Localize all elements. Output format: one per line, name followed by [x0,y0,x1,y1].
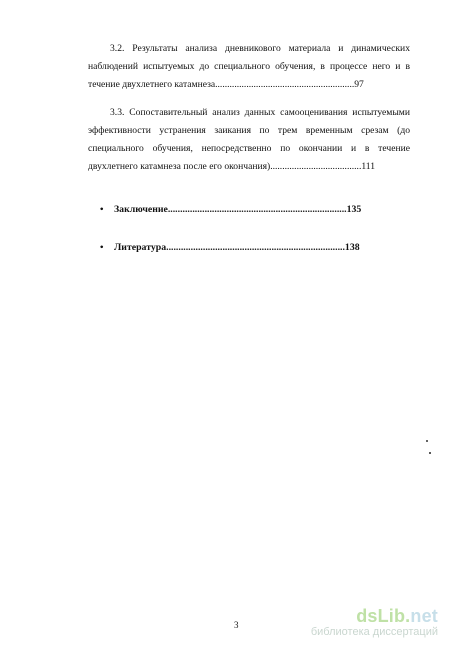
toc-entry-text: Заключение.........................................................................135 [114,204,362,215]
scan-speck [426,440,428,442]
bullet-marker: • [100,242,104,253]
watermark-logo-tld: net [410,606,438,626]
toc-line: течение двухлетнего катамнеза..........................................................97 [88,79,364,90]
toc-item-3-3 [88,104,410,176]
toc-line: двухлетнего катамнеза после его окончания)......................................111 [88,161,376,172]
watermark-subtitle: библиотека диссертаций [310,626,438,638]
toc-line: эффективности устранения заикания по трем временным срезам (до [88,125,410,136]
toc-item-references [100,242,360,253]
toc-item-conclusion [100,204,361,215]
watermark-logo [311,606,438,626]
toc-line: 3.3. Сопоставительный анализ данных самооценивания испытуемыми [110,107,410,118]
toc-line: 3.2. Результаты анализа дневникового материала и динамических [110,43,410,54]
toc-item-3-2 [88,40,410,94]
scan-speck [429,452,431,454]
toc-line: специального обучения, непосредственно по окончании и в течение [88,143,410,154]
toc-line: наблюдений испытуемых до специального обучения, в процессе него и в [88,61,410,72]
watermark-logo-main: dsLib. [356,606,411,626]
page-number: 3 [234,620,239,630]
toc-entry-text: Литература.........................................................................138 [114,242,360,253]
bullet-marker: • [100,204,104,215]
watermark [311,606,438,639]
